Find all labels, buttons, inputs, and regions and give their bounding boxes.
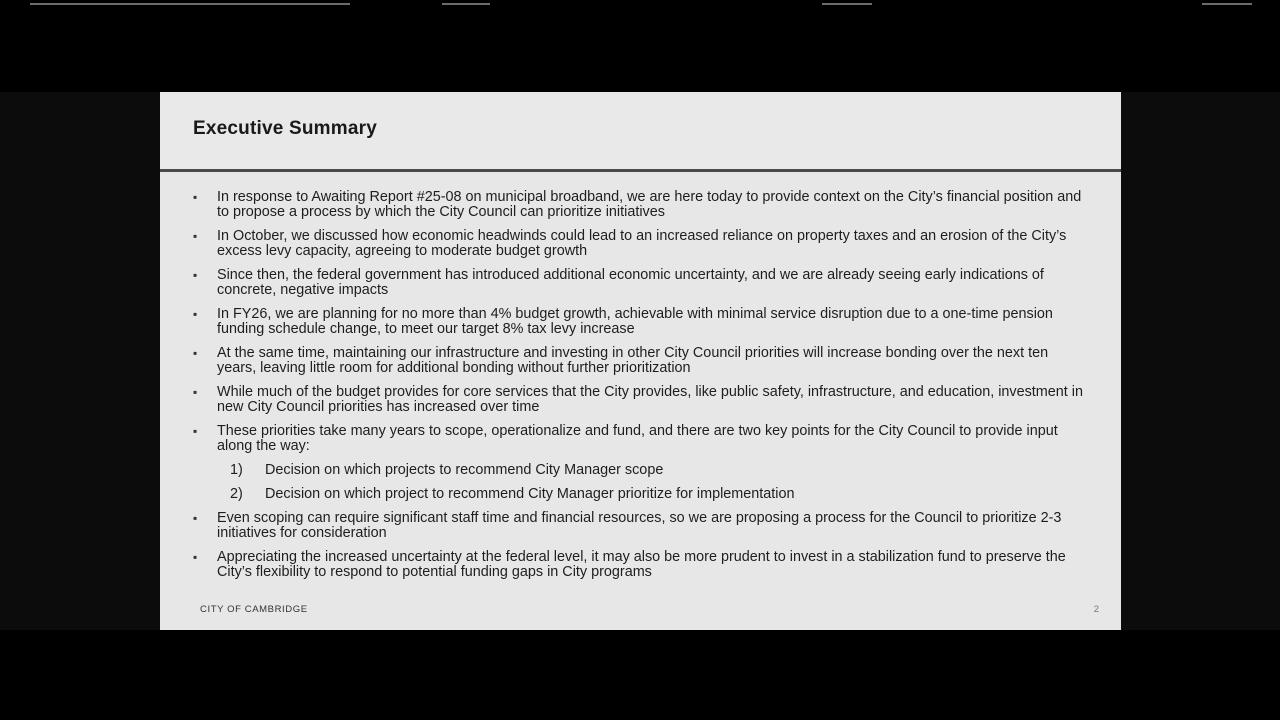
bullet-list bbox=[190, 190, 1090, 589]
bullet-marker-icon: ▪ bbox=[193, 268, 198, 282]
top-strip-segment bbox=[1202, 3, 1252, 5]
bullet-text: These priorities take many years to scope, operationalize and fund, and there are two key points for the City Council to provide input along the way: bbox=[217, 423, 1058, 454]
bullet-item bbox=[190, 229, 1090, 259]
numbered-subitem bbox=[217, 463, 1090, 478]
bullet-text: At the same time, maintaining our infrastructure and investing in other City Council priorities will increase bonding over the next ten years, leaving little room for additional bonding without further prioritization bbox=[217, 345, 1049, 376]
bullet-marker-icon: ▪ bbox=[193, 346, 198, 360]
footer-organization: CITY OF CAMBRIDGE bbox=[200, 604, 308, 615]
top-strip-segment bbox=[822, 3, 872, 5]
bullet-text: In October, we discussed how economic headwinds could lead to an increased reliance on property taxes and an erosion of the City’s excess levy capacity, agreeing to moderate budget growth bbox=[217, 228, 1067, 259]
right-letterbox bbox=[1121, 92, 1280, 630]
top-strip-segment bbox=[30, 3, 350, 5]
bullet-marker-icon: ▪ bbox=[193, 550, 198, 564]
bullet-text: Appreciating the increased uncertainty at the federal level, it may also be more prudent to invest in a stabilization fund to preserve the City’s flexibility to respond to potential funding gaps in City programs bbox=[217, 549, 1066, 580]
presentation-slide bbox=[160, 92, 1121, 630]
numbered-sublist bbox=[217, 463, 1090, 502]
slide-title: Executive Summary bbox=[193, 118, 377, 139]
bullet-text: Since then, the federal government has introduced additional economic uncertainty, and we are already seeing early indications of concrete, negative impacts bbox=[217, 267, 1044, 298]
bullet-item bbox=[190, 268, 1090, 298]
left-letterbox bbox=[0, 92, 160, 630]
bullet-item bbox=[190, 424, 1090, 502]
bullet-marker-icon: ▪ bbox=[193, 229, 198, 243]
bullet-item bbox=[190, 511, 1090, 541]
bullet-text: In FY26, we are planning for no more than 4% budget growth, achievable with minimal service disruption due to a one-time pension funding schedule change, to meet our target 8% tax levy increase bbox=[217, 306, 1053, 337]
bullet-item bbox=[190, 307, 1090, 337]
bullet-text: Even scoping can require significant staff time and financial resources, so we are proposing a process for the Council to prioritize 2-3 initiatives for consideration bbox=[217, 510, 1062, 541]
bullet-text: In response to Awaiting Report #25-08 on municipal broadband, we are here today to provide context on the City’s financial position and to propose a process by which the City Council can prioritize initiatives bbox=[217, 189, 1082, 220]
bullet-marker-icon: ▪ bbox=[193, 190, 198, 204]
subitem-text: Decision on which projects to recommend City Manager scope bbox=[265, 462, 664, 478]
subitem-number: 2) bbox=[230, 486, 243, 502]
header-divider bbox=[160, 169, 1121, 172]
bullet-marker-icon: ▪ bbox=[193, 307, 198, 321]
page-number: 2 bbox=[1093, 604, 1099, 615]
bullet-text: While much of the budget provides for core services that the City provides, like public safety, infrastructure, and education, investment in new City Council priorities has increased over time bbox=[217, 384, 1083, 415]
bullet-marker-icon: ▪ bbox=[193, 511, 198, 525]
bullet-item bbox=[190, 190, 1090, 220]
slide-header bbox=[160, 92, 1121, 169]
bullet-marker-icon: ▪ bbox=[193, 385, 198, 399]
subitem-text: Decision on which project to recommend City Manager prioritize for implementation bbox=[265, 486, 795, 502]
video-top-strip bbox=[0, 0, 1280, 8]
bullet-item bbox=[190, 346, 1090, 376]
bullet-item bbox=[190, 385, 1090, 415]
bullet-item bbox=[190, 550, 1090, 580]
subitem-number: 1) bbox=[230, 462, 243, 478]
top-strip-segment bbox=[442, 3, 490, 5]
numbered-subitem bbox=[217, 487, 1090, 502]
bullet-marker-icon: ▪ bbox=[193, 424, 198, 438]
